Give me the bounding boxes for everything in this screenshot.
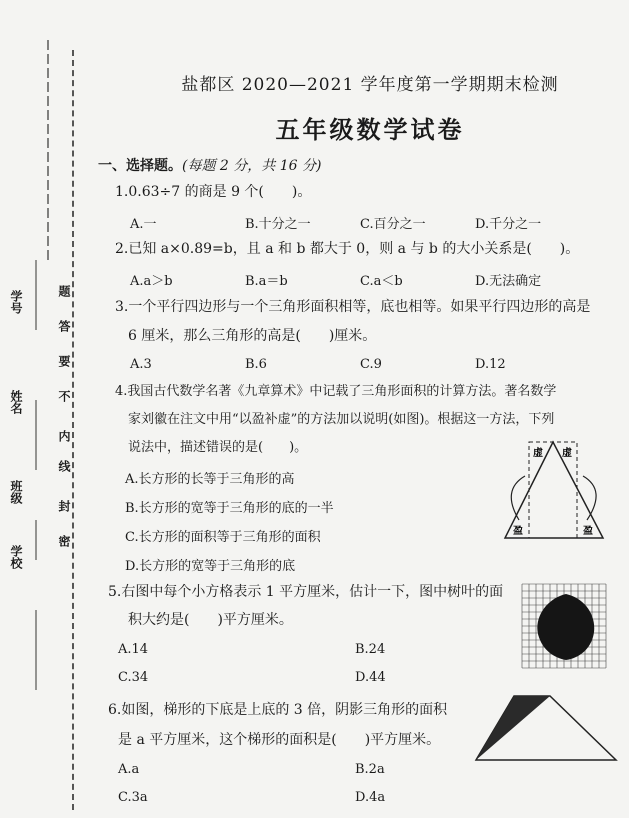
- option: A.14: [118, 642, 149, 657]
- option: A.一: [130, 217, 157, 232]
- field-class: 班级: [9, 480, 23, 504]
- label-xu: 虚: [533, 448, 543, 459]
- question-1: 1.0.63÷7 的商是 9 个( )。: [115, 184, 312, 200]
- option: D.无法确定: [475, 274, 542, 289]
- option: A.a: [118, 762, 140, 777]
- option: C.a＜b: [360, 274, 403, 289]
- question-5: 5.右图中每个小方格表示 1 平方厘米，估计一下，图中树叶的面: [108, 584, 504, 600]
- question-3: 3.一个平行四边形与一个三角形面积相等，底也相等。如果平行四边形的高是: [115, 299, 591, 315]
- option: B.十分之一: [245, 217, 311, 232]
- binding-strip: [0, 0, 84, 818]
- question-4: 4.我国古代数学名著《九章算术》中记载了三角形面积的计算方法。著名数学: [115, 384, 557, 399]
- option: D.4a: [355, 790, 386, 805]
- option: C.百分之一: [360, 217, 426, 232]
- field-school: 学校: [9, 545, 23, 569]
- seal-char: 封: [57, 500, 71, 512]
- option: B.a＝b: [245, 274, 288, 289]
- option: B.24: [355, 642, 386, 657]
- paper-title: 五年级数学试卷: [275, 115, 465, 144]
- label-xu: 虚: [562, 448, 572, 459]
- option: D.千分之一: [475, 217, 542, 232]
- seal-char: 要: [57, 355, 71, 367]
- exam-header: 盐都区 2020—2021 学年度第一学期期末检测: [181, 75, 559, 95]
- question-5-cont: 积大约是( )平方厘米。: [128, 612, 293, 628]
- section-label: 一、选择题。: [98, 158, 182, 174]
- option: C.9: [360, 357, 382, 372]
- option: D.12: [475, 357, 506, 372]
- field-student-id: 学号: [9, 290, 23, 314]
- field-name: 姓名: [9, 390, 23, 414]
- question-4-cont: 家刘徽在注文中用“以盈补虚”的方法加以说明(如图)。根据这一方法，下列: [128, 412, 555, 427]
- label-ying: 盈: [583, 526, 593, 537]
- question-6: 6.如图，梯形的下底是上底的 3 倍，阴影三角形的面积: [108, 702, 448, 718]
- seal-char: 内: [57, 430, 71, 442]
- option: C.3a: [118, 790, 148, 805]
- option: C.长方形的面积等于三角形的面积: [125, 530, 321, 545]
- option: D.长方形的宽等于三角形的底: [125, 559, 296, 574]
- option: A.长方形的长等于三角形的高: [125, 472, 295, 487]
- option: D.44: [355, 670, 386, 685]
- question-3-cont: 6 厘米，那么三角形的高是( )厘米。: [128, 328, 377, 344]
- option: B.长方形的宽等于三角形的底的一半: [125, 501, 334, 516]
- option: C.34: [118, 670, 149, 685]
- option: A.3: [130, 357, 152, 372]
- grid-leaf-diagram: [520, 582, 610, 672]
- section-heading: [98, 155, 321, 175]
- trapezoid-diagram: [470, 692, 620, 764]
- question-2: 2.已知 a×0.89=b，且 a 和 b 都大于 0，则 a 与 b 的大小关系是( )。: [115, 241, 580, 257]
- triangle-rectangle-diagram: [495, 440, 615, 550]
- option: A.a＞b: [130, 274, 173, 289]
- seal-char: 线: [57, 460, 71, 472]
- section-note: (每题 2 分，共 16 分): [182, 158, 322, 174]
- seal-char: 题: [57, 285, 71, 297]
- option: B.2a: [355, 762, 385, 777]
- seal-char: 密: [57, 535, 71, 547]
- seal-char: 答: [57, 320, 71, 332]
- option: B.6: [245, 357, 267, 372]
- seal-char: 不: [57, 390, 71, 402]
- label-ying: 盈: [513, 526, 523, 537]
- question-6-cont: 是 a 平方厘米，这个梯形的面积是( )平方厘米。: [118, 732, 441, 748]
- question-4-cont2: 说法中，描述错误的是( )。: [128, 440, 308, 455]
